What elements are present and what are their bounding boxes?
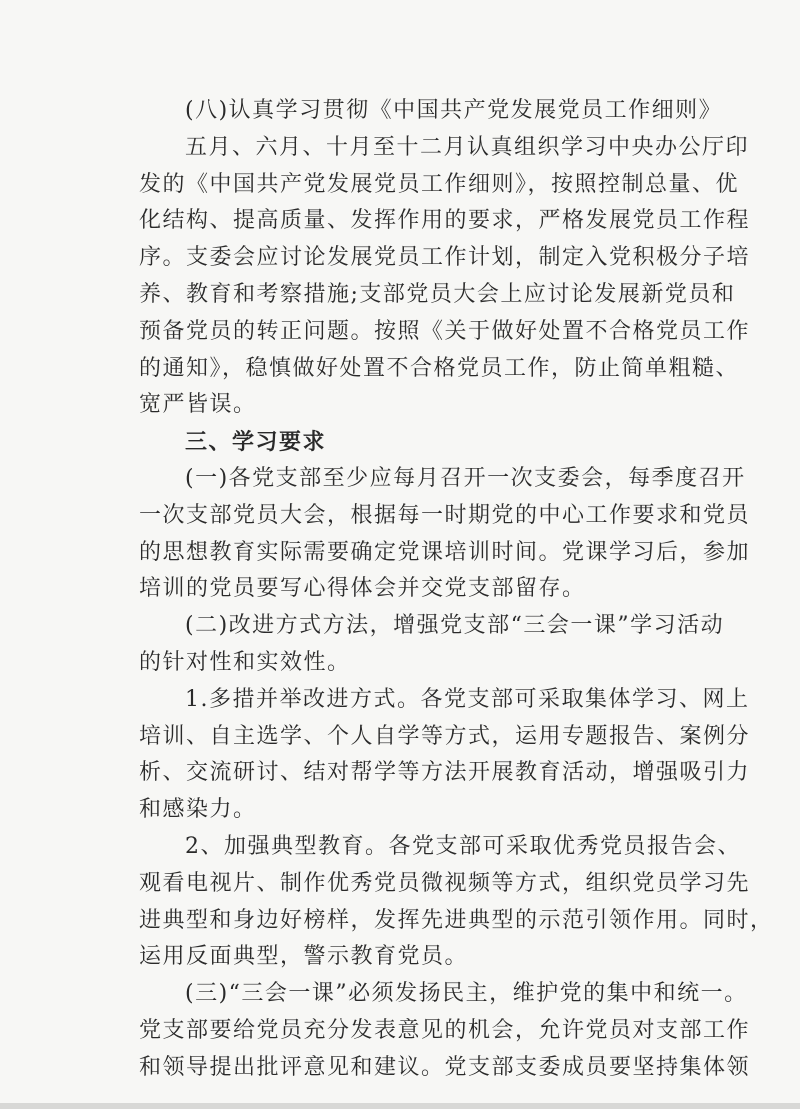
paragraph-line: (三)“三会一课”必须发扬民主，维护党的集中和统一。 — [185, 981, 748, 1007]
paragraph-line: 运用反面典型，警示教育党员。 — [139, 944, 469, 970]
paragraph-line: 1.多措并举改进方式。各党支部可采取集体学习、网上 — [185, 686, 750, 712]
paragraph-line: 的针对性和实效性。 — [139, 649, 351, 675]
section-title: 三、学习要求 — [185, 429, 327, 456]
paragraph-line: 2、加强典型教育。各党支部可采取优秀党员报告会、 — [185, 833, 741, 859]
paragraph-line: 宽严皆误。 — [139, 392, 257, 418]
scan-bottom-edge — [0, 1103, 800, 1109]
paragraph-line: 观看电视片、制作优秀党员微视频等方式，组织党员学习先 — [139, 870, 751, 896]
paragraph-line: 的思想教育实际需要确定党课培训时间。党课学习后，参加 — [139, 539, 751, 565]
paragraph-line: 和感染力。 — [139, 797, 257, 823]
paragraph-line: (二)改进方式方法，增强党支部“三会一课”学习活动 — [185, 613, 725, 639]
paragraph-line: 预备党员的转正问题。按照《关于做好处置不合格党员工作 — [139, 318, 751, 344]
paragraph-line: (一)各党支部至少应每月召开一次支委会，每季度召开 — [185, 465, 746, 491]
paragraph-line: 发的《中国共产党发展党员工作细则》，按照控制总量、优 — [139, 171, 740, 197]
paragraph-line: 的通知》，稳慎做好处置不合格党员工作，防止简单粗糙、 — [139, 355, 740, 381]
paragraph-line: 培训的党员要写心得体会并交党支部留存。 — [139, 576, 586, 602]
paragraph-line: 序。支委会应讨论发展党员工作计划，制定入党积极分子培 — [139, 245, 751, 271]
section-heading: (八)认真学习贯彻《中国共产党发展党员工作细则》 — [185, 98, 723, 123]
paragraph-line: 五月、六月、十月至十二月认真组织学习中央办公厅印 — [185, 134, 750, 160]
paragraph-line: 培训、自主选学、个人自学等方式，运用专题报告、案例分 — [139, 723, 751, 749]
paragraph-line: 和领导提出批评意见和建议。党支部支委成员要坚持集体领 — [139, 1054, 751, 1080]
paragraph-line: 化结构、提高质量、发挥作用的要求，严格发展党员工作程 — [139, 208, 751, 234]
paragraph-line: 析、交流研讨、结对帮学等方法开展教育活动，增强吸引力 — [139, 760, 751, 786]
paragraph-line: 养、教育和考察措施;支部党员大会上应讨论发展新党员和 — [139, 281, 736, 307]
paragraph-line: 党支部要给党员充分发表意见的机会，允许党员对支部工作 — [139, 1017, 751, 1043]
paragraph-line: 一次支部党员大会，根据每一时期党的中心工作要求和党员 — [139, 502, 751, 528]
paragraph-line: 进典型和身边好榜样，发挥先进典型的示范引领作用。同时， — [139, 907, 774, 933]
document-body — [139, 93, 774, 1087]
